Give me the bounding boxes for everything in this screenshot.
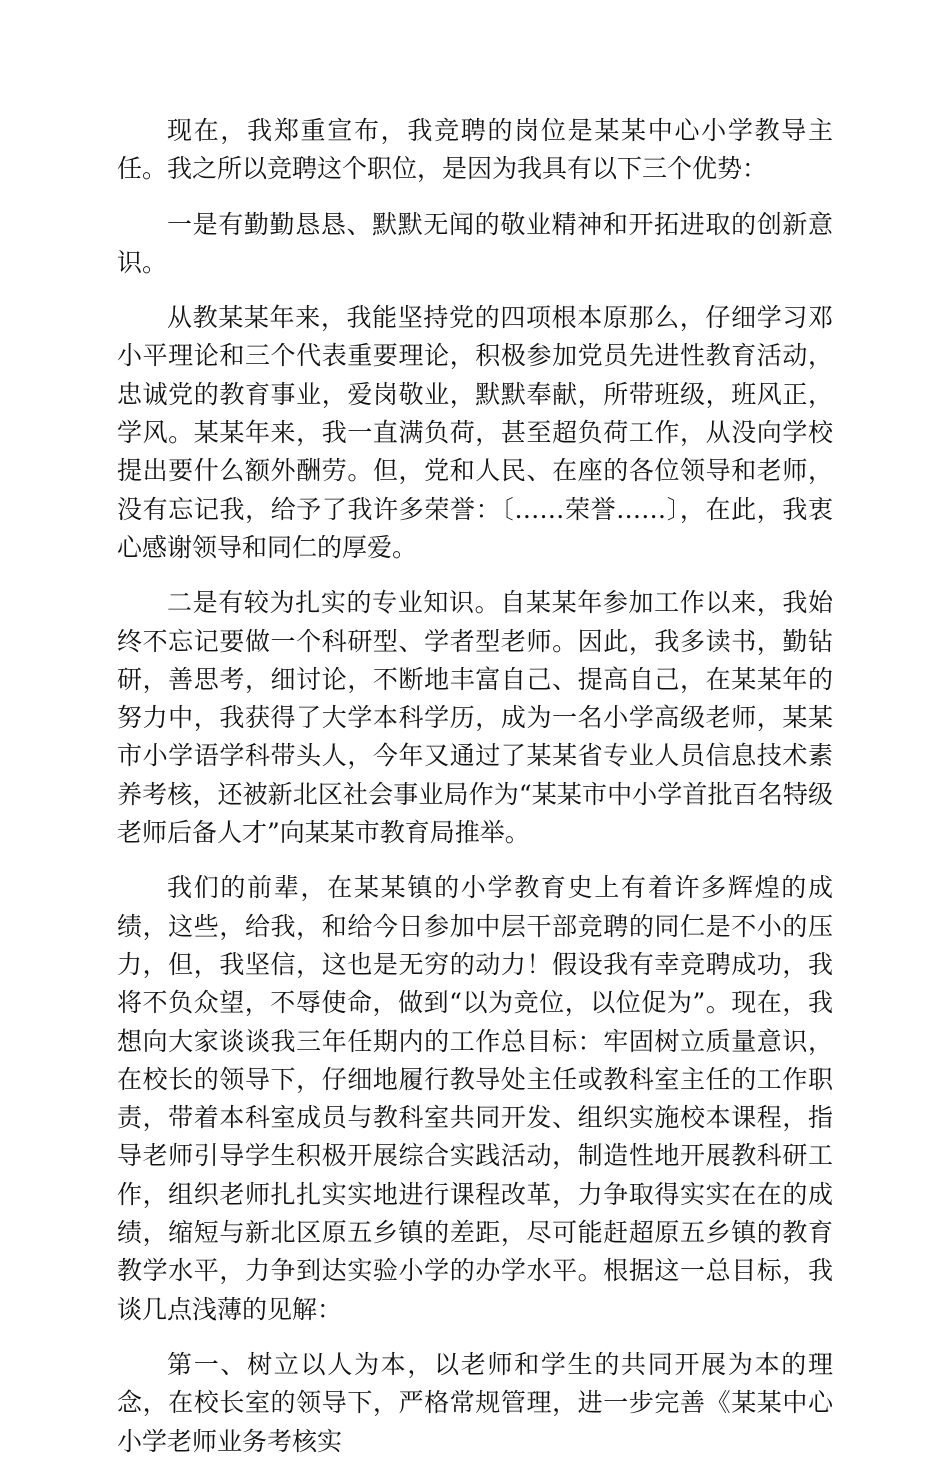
- paragraph-intro: 现在，我郑重宣布，我竞聘的岗位是某某中心小学教导主任。我之所以竞聘这个职位，是因为我具有以下三个优势：: [117, 116, 833, 184]
- paragraph-first-point: 第一、树立以人为本，以老师和学生的共同开展为本的理念，在校长室的领导下，严格常规管理，进一步完善《某某中心小学老师业务考核实: [117, 1349, 833, 1456]
- paragraph-advantage-one: 一是有勤勤恳恳、默默无闻的敬业精神和开拓进取的创新意识。: [117, 209, 833, 277]
- paragraph-advantage-two: 二是有较为扎实的专业知识。自某某年参加工作以来，我始终不忘记要做一个科研型、学者型老师。因此，我多读书，勤钻研，善思考，细讨论，不断地丰富自己、提高自己，在某某年的努力中，我获得了大学本科学历，成为一名小学高级老师，某某市小学语学科带头人，今年又通过了某某省专业人员信息技术素养考核，还被新北区社会事业局作为“某某市中小学首批百名特级老师后备人才”向某某市教育局推举。: [117, 588, 833, 848]
- paragraph-teaching-experience: 从教某某年来，我能坚持党的四项根本原那么，仔细学习邓小平理论和三个代表重要理论，积极参加党员先进性教育活动，忠诚党的教育事业，爱岗敬业，默默奉献，所带班级，班风正，学风。某某年来，我一直满负荷，甚至超负荷工作，从没向学校提出要什么额外酬劳。但，党和人民、在座的各位领导和老师，没有忘记我，给予了我许多荣誉：〔……荣誉……〕，在此，我衷心感谢领导和同仁的厚爱。: [117, 303, 833, 562]
- document-body: [117, 112, 833, 1461]
- paragraph-work-goal: 我们的前辈，在某某镇的小学教育史上有着许多辉煌的成绩，这些，给我，和给今日参加中层干部竞聘的同仁是不小的压力，但，我坚信，这也是无穷的动力！假设我有幸竞聘成功，我将不负众望，不辱使命，做到“以为竞位，以位促为”。现在，我想向大家谈谈我三年任期内的工作总目标：牢固树立质量意识，在校长的领导下，仔细地履行教导处主任或教科室主任的工作职责，带着本科室成员与教科室共同开发、组织实施校本课程，指导老师引导学生积极开展综合实践活动，制造性地开展教科研工作，组织老师扎扎实实地进行课程改革，力争取得实实在在的成绩，缩短与新北区原五乡镇的差距，尽可能赶超原五乡镇的教育教学水平，力争到达实验小学的办学水平。根据这一总目标，我谈几点浅薄的见解：: [117, 873, 833, 1324]
